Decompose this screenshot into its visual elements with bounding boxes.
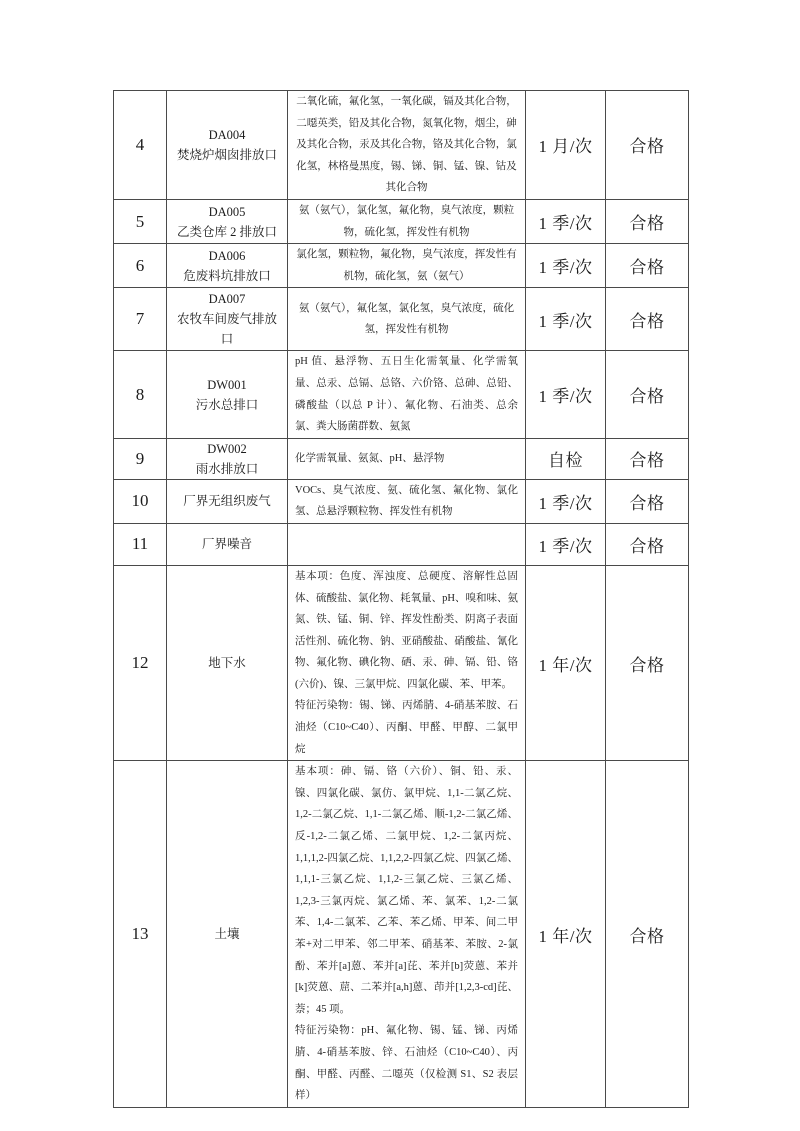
result-cell: 合格: [606, 199, 689, 243]
outlet-name: 污水总排口: [195, 397, 259, 412]
frequency-cell: 1 季/次: [526, 199, 606, 243]
table-row: [114, 479, 689, 523]
table-row: [114, 565, 689, 760]
outlet-name: 农牧车间废气排放口: [176, 312, 277, 347]
items-cell: [288, 244, 526, 288]
frequency-cell: 1 年/次: [526, 761, 606, 1108]
outlet-code: DA006: [208, 248, 246, 263]
table-row: [114, 438, 689, 479]
items-paragraph: VOCs、臭气浓度、氨、硫化氢、氟化物、氯化氢、总悬浮颗粒物、挥发性有机物: [295, 484, 518, 518]
result-cell: 合格: [606, 244, 689, 288]
outlet-cell: [167, 438, 288, 479]
result-cell: 合格: [606, 523, 689, 565]
items-paragraph-basic: 基本项：砷、镉、铬（六价）、铜、铅、汞、镍、四氯化碳、氯仿、氯甲烷、1,1-二氯乙烷、1,2-二氯乙烷、1,1-二氯乙烯、顺-1,2-二氯乙烯、反-1,2-二氯乙烯、二氯甲烷、1,2-二氯丙烷、1,1,1,2-四氯乙烷、1,1,2,2-四氯乙烷、四氯乙烯、1,1,1-三氯乙烷、1,1,2-三氯乙烷、三氯乙烯、1,2,3-三氯丙烷、氯乙烯、苯、氯苯、1,2-二氯苯、1,4-二氯苯、乙苯、苯乙烯、甲苯、间二甲苯+对二甲苯、邻二甲苯、硝基苯、苯胺、2-氯酚、苯并[a]蒽、苯并[a]芘、苯并[b]荧蒽、苯并[k]荧蒽、䓛、二苯并[a,h]蒽、茚并[1,2,3-cd]芘、萘；45 项。: [295, 766, 518, 1015]
items-paragraph: 氨（氨气），氯化氢，氟化物，臭气浓度，颗粒物，硫化氢，挥发性有机物: [298, 204, 515, 238]
result-cell: 合格: [606, 479, 689, 523]
items-cell: [288, 761, 526, 1108]
table-row: [114, 288, 689, 351]
frequency-cell: 1 季/次: [526, 288, 606, 351]
frequency-cell: 1 年/次: [526, 565, 606, 760]
outlet-name: 焚烧炉烟囱排放口: [176, 147, 277, 162]
outlet-cell: [167, 244, 288, 288]
items-paragraph: 氨（氨气），氟化氢，氯化氢，臭气浓度，硫化氢，挥发性有机物: [298, 302, 515, 336]
items-paragraph: pH 值、悬浮物、五日生化需氧量、化学需氧量、总汞、总镉、总铬、六价铬、总砷、总铅、磷酸盐（以总 P 计）、氟化物、石油类、总余氯、粪大肠菌群数、氨氮: [295, 356, 518, 433]
outlet-name: 雨水排放口: [195, 461, 259, 476]
frequency-cell: 1 季/次: [526, 523, 606, 565]
outlet-name: 地下水: [208, 656, 246, 671]
table-row: [114, 523, 689, 565]
outlet-name: 乙类仓库 2 排放口: [176, 224, 277, 239]
items-paragraph: 二氧化硫，氟化氢，一氧化碳，镉及其化合物，二噁英类，铅及其化合物，氮氧化物，烟尘，砷及其化合物，汞及其化合物，铬及其化合物，氯化氢，林格曼黑度，锡、锑、铜、锰、镍、钴及其化合物: [296, 96, 517, 194]
row-number: 8: [114, 351, 167, 438]
row-number: 11: [114, 523, 167, 565]
result-cell: 合格: [606, 288, 689, 351]
outlet-name: 厂界噪音: [201, 537, 252, 552]
items-paragraph-characteristic: 特征污染物：pH、氟化物、锡、锰、锑、丙烯腈、4-硝基苯胺、锌、石油烃（C10~C40）、丙酮、甲醛、丙醛、二噁英（仅检测 S1、S2 表层样）: [295, 1025, 518, 1102]
frequency-cell: 1 月/次: [526, 91, 606, 200]
row-number: 10: [114, 479, 167, 523]
outlet-cell: [167, 523, 288, 565]
row-number: 12: [114, 565, 167, 760]
outlet-cell: [167, 199, 288, 243]
items-cell: [288, 288, 526, 351]
frequency-cell: 自检: [526, 438, 606, 479]
outlet-name: 危废料坑排放口: [183, 268, 271, 283]
outlet-code: DA007: [208, 292, 246, 307]
table-row: [114, 199, 689, 243]
outlet-cell: [167, 479, 288, 523]
table-row: [114, 244, 689, 288]
outlet-cell: [167, 761, 288, 1108]
items-paragraph: 化学需氧量、氨氮、pH、悬浮物: [295, 452, 445, 464]
frequency-cell: 1 季/次: [526, 244, 606, 288]
result-cell: 合格: [606, 438, 689, 479]
monitoring-table: [113, 90, 689, 1108]
items-cell: [288, 523, 526, 565]
outlet-code: DW001: [207, 377, 247, 392]
items-cell: [288, 351, 526, 438]
outlet-cell: [167, 565, 288, 760]
frequency-cell: 1 季/次: [526, 351, 606, 438]
outlet-code: DA004: [208, 127, 246, 142]
result-cell: 合格: [606, 565, 689, 760]
outlet-name: 土壤: [214, 927, 240, 941]
outlet-code: DA005: [208, 204, 246, 219]
items-paragraph-basic: 基本项：色度、浑浊度、总硬度、溶解性总固体、硫酸盐、氯化物、耗氧量、pH、嗅和味、氨氮、铁、锰、铜、锌、挥发性酚类、阴离子表面活性剂、硫化物、钠、亚硝酸盐、硝酸盐、氰化物、氟化物、碘化物、硒、汞、砷、镉、铅、铬(六价)、镍、三氯甲烷、四氯化碳、苯、甲苯。: [295, 570, 518, 690]
result-cell: 合格: [606, 351, 689, 438]
result-cell: 合格: [606, 91, 689, 200]
items-cell: [288, 91, 526, 200]
table-row: [114, 761, 689, 1108]
row-number: 5: [114, 199, 167, 243]
row-number: 9: [114, 438, 167, 479]
row-number: 13: [114, 761, 167, 1108]
result-cell: 合格: [606, 761, 689, 1108]
table-row: [114, 351, 689, 438]
items-cell: [288, 565, 526, 760]
frequency-cell: 1 季/次: [526, 479, 606, 523]
outlet-cell: [167, 288, 288, 351]
items-paragraph: 氯化氢，颗粒物，氟化物，臭气浓度，挥发性有机物，硫化氢，氨（氨气）: [296, 249, 517, 282]
items-paragraph-characteristic: 特征污染物：锡、锑、丙烯腈、4-硝基苯胺、石油烃（C10~C40）、丙酮、甲醛、甲醇、二氯甲烷: [295, 700, 518, 755]
items-cell: [288, 479, 526, 523]
table-row: [114, 91, 689, 200]
row-number: 6: [114, 244, 167, 288]
items-cell: [288, 199, 526, 243]
outlet-cell: [167, 91, 288, 200]
row-number: 7: [114, 288, 167, 351]
row-number: 4: [114, 91, 167, 200]
outlet-code: DW002: [207, 441, 247, 456]
outlet-name: 厂界无组织废气: [183, 494, 271, 509]
items-cell: [288, 438, 526, 479]
outlet-cell: [167, 351, 288, 438]
